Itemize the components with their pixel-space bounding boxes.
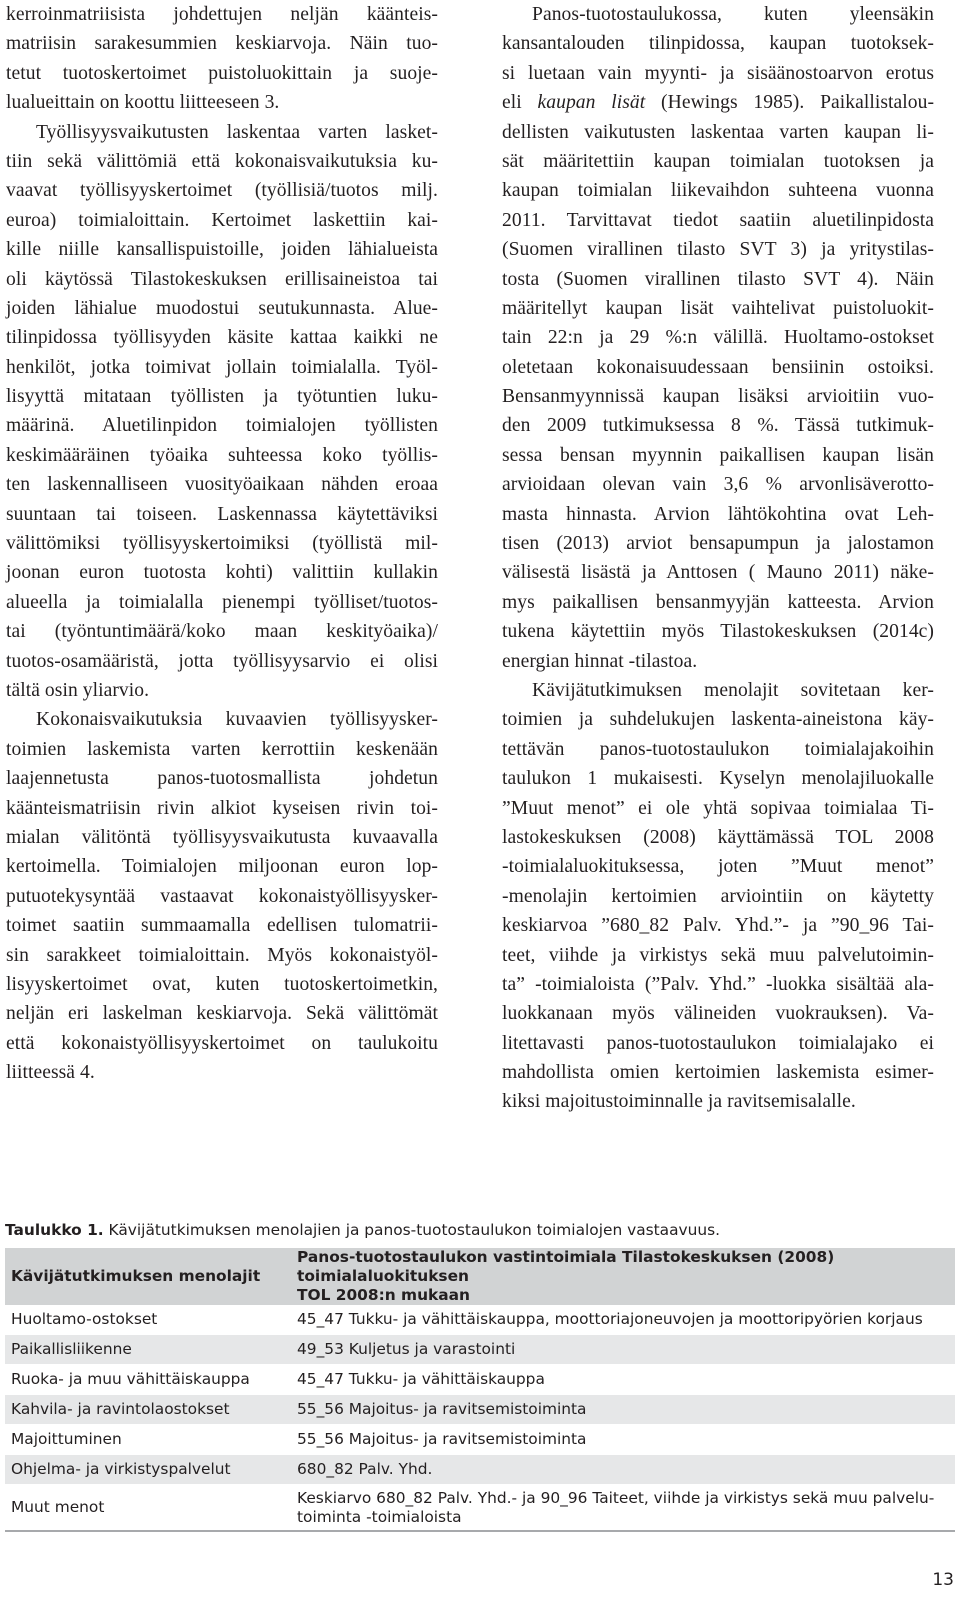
text-line: kiksi majoitustoiminnalle ja ravitsemisalalle. [502,1091,856,1113]
text-line: käänteismatriisin rivin alkiot kyseisen rivin toi- [6,797,438,819]
text-line: dellisten vaikutusten laskentaa varten kaupan li- [502,121,934,143]
text-line: toimien ja suhdelukujen laskenta-aineistona käy- [502,709,934,731]
text-line: putuotekysyntää vastaavat kokonaistyöllisyysker- [6,885,438,907]
cell-menolaji: Majoittuminen [5,1425,285,1455]
text-line: neljän eri laskelman keskiarvoja. Sekä välittömät [6,1003,438,1025]
table-row [5,1425,955,1455]
cell-menolaji: Ohjelma- ja virkistyspalvelut [5,1455,285,1485]
text-line: että kokonaistyöllisyyskertoimet on taulukoitu [6,1032,438,1054]
cell-menolaji: Kahvila- ja ravintolaostokset [5,1395,285,1425]
text-line: -menolajin kertoimien arviointiin on käytetty [502,885,934,907]
text-line: luokkanaan myös välineiden vuokrauksen). Va- [502,1003,934,1025]
text-line: mahdollista omien kertoimien laskemista esimer- [502,1062,934,1084]
text-line: kansantalouden tilinpidossa, kaupan tuotoksek- [502,33,934,55]
text-line: sessa bensan myynnin paikallisen kaupan lisän [502,444,934,466]
text-line: Bensanmyynnissä kaupan lisäksi arvioitiin vuo- [502,386,934,408]
text-line: energian hinnat -tilastoa. [502,650,698,672]
text-line: ta” -toimialoista (”Palv. Yhd.” -luokka sisältää ala- [502,973,934,995]
text-line: suuntaan tai toiseen. Laskennassa käytettäviksi [6,503,438,525]
text-line: tain 22:n ja 29 %:n välillä. Huoltamo-ostokset [502,327,934,349]
cell-toimiala: 49_53 Kuljetus ja varastointi [285,1335,955,1365]
text-line: tosta (Suomen virallinen tilasto SVT 4). Näin [502,268,934,290]
text-line: kerroinmatriisista johdettujen neljän käänteis- [6,4,438,25]
text-line: Kävijätutkimuksen menolajit sovitetaan ker- [532,679,934,701]
text-line: si luetaan vain myynti- ja sisäänostoarvon erotus [502,62,934,84]
text-line: matriisin sarakesummien keskiarvoja. Näin tuo- [6,33,438,55]
text-line: toimien laskemista varten kerrottiin keskenään [6,738,438,760]
table-header-row [5,1248,955,1305]
text-line: mialan välitöntä työllisyysvaikutusta kuvaavalla [6,826,438,848]
cell-toimiala-line: toiminta -toimialoista [297,1507,462,1526]
text-line: lualueittain on koottu liitteeseen 3. [6,92,280,114]
text-line: oletetaan kokonaisuudessaan bensiinin ostoiksi. [502,356,934,378]
cell-toimiala: 45_47 Tukku- ja vähittäiskauppa, moottoriajoneuvojen ja moottoripyörien korjaus [285,1305,955,1335]
header-toimiala [285,1248,955,1305]
left-text-column [6,0,438,1087]
text-line: Panos-tuotostaulukossa, kuten yleensäkin [532,4,934,25]
cell-toimiala: 680_82 Palv. Yhd. [285,1455,955,1485]
text-line: oli käytössä Tilastokeskuksen erillisaineistoa tai [6,268,438,290]
cell-toimiala [285,1485,955,1532]
cell-menolaji: Paikallisliikenne [5,1335,285,1365]
text-line: tältä osin yliarvio. [6,679,150,701]
text-line: määritellyt kaupan lisät vaihtelivat puistoluokit- [502,297,934,319]
text-line: vaavat työllisyyskertoimet (työllisiä/tuotos milj. [6,180,438,202]
text-line: den 2009 tutkimuksessa 8 %. Tässä tutkimuk- [502,415,934,437]
text-line: (Suomen virallinen tilasto SVT 3) ja yritystilas- [502,239,934,261]
text-line: tilinpidossa työllisyyden käsite kattaa kaikki ne [6,327,438,349]
text-line: kertoimella. Toimialojen miljoonan euron lop- [6,856,438,878]
text-run: eli [502,92,538,114]
text-line: ”Muut menot” ei ole yhtä sopivaa toimialaa Ti- [502,797,934,819]
table-row [5,1335,955,1365]
text-line: litettavasti panos-tuotostaulukon toimialajako ei [502,1032,934,1054]
right-text-column [502,0,934,1117]
text-line: toimet saatiin summaamalla edellisen tulomatrii- [6,915,438,937]
table-row [5,1455,955,1485]
text-line: lisyyskertoimet ovat, kuten tuotoskertoimetkin, [6,973,438,995]
text-line: tetut tuotoskertoimet puistoluokittain ja suoje- [6,62,438,84]
text-run: (Hewings 1985). Paikallistalou- [645,92,935,114]
text-line: joiden lähialue muodostui seutukunnasta. Alue- [6,297,438,319]
table-row [5,1395,955,1425]
table-row [5,1305,955,1335]
text-line: sät määritettiin kaupan toimialan tuotoksen ja [502,150,934,172]
text-line: tukena käytettiin myös Tilastokeskuksen (2014c) [502,621,934,643]
text-line: tiin sekä välittömiä että kokonaisvaikutuksia ku- [6,150,438,172]
cell-toimiala: 55_56 Majoitus- ja ravitsemistoiminta [285,1425,955,1455]
text-line: Kokonaisvaikutuksia kuvaavien työllisyysker- [36,709,438,731]
text-line: välittömiksi työllisyyskertoimiksi (työllistä mil- [6,533,438,555]
table-caption [5,1220,955,1240]
table-section [5,1220,955,1532]
text-line: välisestä lisästä ja Anttosen ( Mauno 2011) näke- [502,562,934,584]
text-line: ten laskennalliseen vuosityöaikaan nähden eroaa [6,474,438,496]
text-line: lisyyttä mitataan työllisten ja työtuntien luku- [6,386,438,408]
text-line: henkilöt, jotka toimivat jollain toimialalla. Työl- [6,356,438,378]
text-line: alueella ja toimialalla pienempi työlliset/tuotos- [6,591,438,613]
text-line: liitteessä 4. [6,1062,95,1084]
table-caption-text: Kävijätutkimuksen menolajien ja panos-tuotostaulukon toimialojen vastaavuus. [103,1221,721,1239]
text-line: lastokeskuksen (2008) käyttämässä TOL 2008 [502,826,934,848]
text-line: sin sarakkeet toimialoittain. Myös kokonaistyöl- [6,944,438,966]
text-line [502,88,934,117]
text-line: määrinä. Aluetilinpidon toimialojen työllisten [6,415,438,437]
cell-toimiala: 55_56 Majoitus- ja ravitsemistoiminta [285,1395,955,1425]
header-toimiala-line: TOL 2008:n mukaan [297,1286,471,1304]
text-line: kille niille kansallispuistoille, joiden lähialueista [6,239,438,261]
text-line: masta hinnasta. Arvion lähtökohtina ovat Leh- [502,503,934,525]
text-line: tisen (2013) arviot bensapumpun ja jalostamon [502,533,934,555]
correspondence-table [5,1248,955,1532]
page-number: 13 [932,1570,954,1590]
cell-toimiala-line: Keskiarvo 680_82 Palv. Yhd.- ja 90_96 Taiteet, viihde ja virkistys sekä muu palvelu- [297,1488,935,1507]
cell-menolaji: Muut menot [5,1485,285,1532]
text-line: arvioidaan olevan vain 3,6 % arvonlisäverotto- [502,474,934,496]
cell-menolaji: Huoltamo-ostokset [5,1305,285,1335]
text-line: euroa) toimialoittain. Kertoimet laskettiin kai- [6,209,438,231]
text-line: tettävän panos-tuotostaulukon toimialajakoihin [502,738,934,760]
text-line: teet, viihde ja virkistys sekä muu palvelutoimin- [502,944,934,966]
text-line: Työllisyysvaikutusten laskentaa varten lasket- [36,121,438,143]
text-line: mys paikallisen bensanmyyjän katteesta. Arvion [502,591,934,613]
text-line: tai (työntuntimäärä/koko maan keskityöaika)/ [6,621,438,643]
text-line: keskiarvoa ”680_82 Palv. Yhd.”- ja ”90_96 Tai- [502,915,934,937]
cell-menolaji: Ruoka- ja muu vähittäiskauppa [5,1365,285,1395]
text-line: -toimialaluokituksessa, joten ”Muut menot” [502,856,934,878]
text-line: laajennetusta panos-tuotosmallista johdetun [6,768,438,790]
header-menolajit: Kävijätutkimuksen menolajit [5,1248,285,1305]
text-line: kaupan toimialan liikevaihdon suhteena vuonna [502,180,934,202]
table-row [5,1365,955,1395]
table-caption-label: Taulukko 1. [5,1221,104,1239]
text-line: joonan euron tuotosta kohti) valittiin kullakin [6,562,438,584]
text-line: tuotos-osamääristä, jotta työllisyysarvio ei olisi [6,650,438,672]
text-line: taulukon 1 mukaisesti. Kyselyn menolajiluokalle [502,768,934,790]
italic-term: kaupan lisät [537,92,646,114]
cell-toimiala: 45_47 Tukku- ja vähittäiskauppa [285,1365,955,1395]
text-line: keskimääräinen työaika suhteessa koko työllis- [6,444,438,466]
header-toimiala-line: Panos-tuotostaulukon vastintoimiala Tilastokeskuksen (2008) toimialaluokituksen [297,1248,835,1285]
table-row [5,1485,955,1532]
text-line: 2011. Tarvittavat tiedot saatiin aluetilinpidosta [502,209,934,231]
